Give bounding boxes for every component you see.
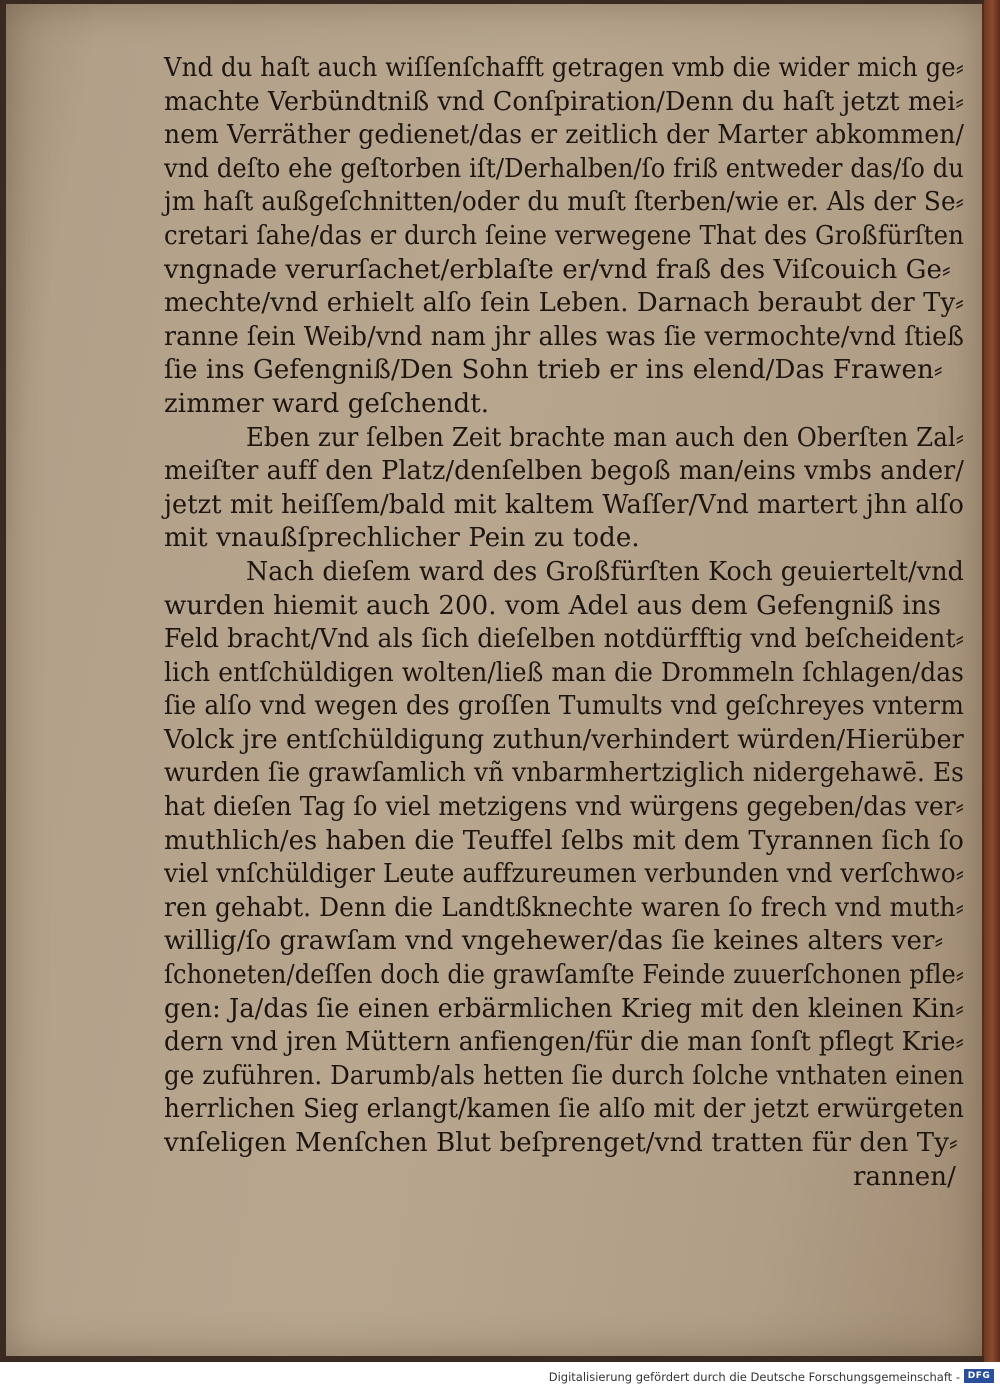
text-line: wurden hiemit auch 200. vom Adel aus dem Gefengniß ins xyxy=(164,590,942,621)
text-line: herrlichen Sieg erlangt/kamen ſie alſo mit der jetzt erwürgeten xyxy=(164,1094,964,1125)
text-line: ren gehabt. Denn die Landtßknechte waren ſo frech vnd muth⸗ xyxy=(164,892,964,923)
text-line: viel vnſchüldiger Leute auffzureumen verbunden vnd verſchwo⸗ xyxy=(164,859,964,890)
text-line: Vnd du haſt auch wiſſenſchafft getragen vmb die wider mich ge⸗ xyxy=(164,53,964,83)
text-line: vnſeligen Menſchen Blut beſprenget/vnd tratten für den Ty⸗ xyxy=(164,1128,958,1158)
text-line: jetzt mit heiſſem/bald mit kaltem Waſſer/Vnd martert jhn alſo xyxy=(164,489,964,520)
text-line: dern vnd jren Müttern anfiengen/für die man ſonſt pflegt Krie⸗ xyxy=(164,1027,964,1058)
text-line: gen: Ja/das ſie einen erbärmlichen Krieg mit den kleinen Kin⸗ xyxy=(164,993,964,1024)
text-line: Feld bracht/Vnd als ſich dieſelben notdürfftig vnd beſcheident⸗ xyxy=(164,624,964,655)
text-line: vnd deſto ehe geſtorben iſt/Derhalben/ſo friß entweder das/ſo du xyxy=(164,153,964,184)
text-line: Volck jre entſchüldigung zuthun/verhindert würden/Hierüber xyxy=(164,724,964,755)
text-line: wurden ſie grawſamlich vñ vnbarmhertziglich nidergehawē. Es xyxy=(164,758,964,789)
book-edge xyxy=(984,0,1000,1362)
text-line: ge zuführen. Darumb/als hetten ſie durch ſolche vnthaten einen xyxy=(164,1060,964,1091)
text-line: mit vnaußſprechlicher Pein zu tode. xyxy=(164,523,640,554)
text-line: willig/ſo grawſam vnd vngehewer/das ſie keines alters ver⸗ xyxy=(164,926,944,957)
text-line: ſie alſo vnd wegen des groſſen Tumults vnd geſchreyes vnterm xyxy=(164,691,964,722)
text-line: jm haſt außgeſchnitten/oder du muſt ſterben/wie er. Als der Se⸗ xyxy=(164,187,964,218)
page-text-block xyxy=(164,52,974,1194)
text-line: Eben zur ſelben Zeit brachte man auch den Oberſten Zal⸗ xyxy=(246,422,964,453)
footer-bar xyxy=(0,1362,1000,1390)
text-line: hat dieſen Tag ſo viel metzigens vnd würgens gegeben/das ver⸗ xyxy=(164,792,964,823)
text-line: nem Verräther gedienet/das er zeitlich der Marter abkommen/ xyxy=(164,120,964,151)
text-line: zimmer ward geſchendt. xyxy=(164,388,490,419)
text-line: ſie ins Gefengniß/Den Sohn trieb er ins elend/Das Frawen⸗ xyxy=(164,355,943,386)
text-line: ſchoneten/deſſen doch die grawſamſte Feinde zuuerſchonen pfle⸗ xyxy=(164,960,964,991)
text-line: machte Verbündtniß vnd Conſpiration/Denn du haſt jetzt mei⸗ xyxy=(164,86,964,117)
text-line: muthlich/es haben die Teuffel ſelbs mit dem Tyrannen ſich ſo xyxy=(164,825,964,856)
dfg-logo: DFG xyxy=(964,1369,994,1383)
text-line: vngnade verurſachet/erblaſte er/vnd fraß des Viſcouich Ge⸗ xyxy=(164,254,951,285)
text-line: Nach dieſem ward des Großfürſten Koch geuiertelt/vnd xyxy=(246,556,964,587)
page-paper xyxy=(6,4,985,1356)
footer-credit: Digitalisierung gefördert durch die Deutsche Forschungsgemeinschaft - xyxy=(548,1370,960,1384)
text-line: ranne ſein Weib/vnd nam jhr alles was ſie vermochte/vnd ſtieß xyxy=(164,321,964,352)
text-line: lich entſchüldigen wolten/ließ man die Drommeln ſchlagen/das xyxy=(164,657,964,688)
text-line: cretari ſahe/das er durch ſeine verwegene That des Großfürſten xyxy=(164,220,964,251)
text-line: meiſter auff den Platz/denſelben begoß man/eins vmbs ander/ xyxy=(164,456,964,487)
text-line: mechte/vnd erhielt alſo ſein Leben. Darnach beraubt der Ty⸗ xyxy=(164,288,964,319)
text-line: rannen/ xyxy=(852,1161,956,1192)
